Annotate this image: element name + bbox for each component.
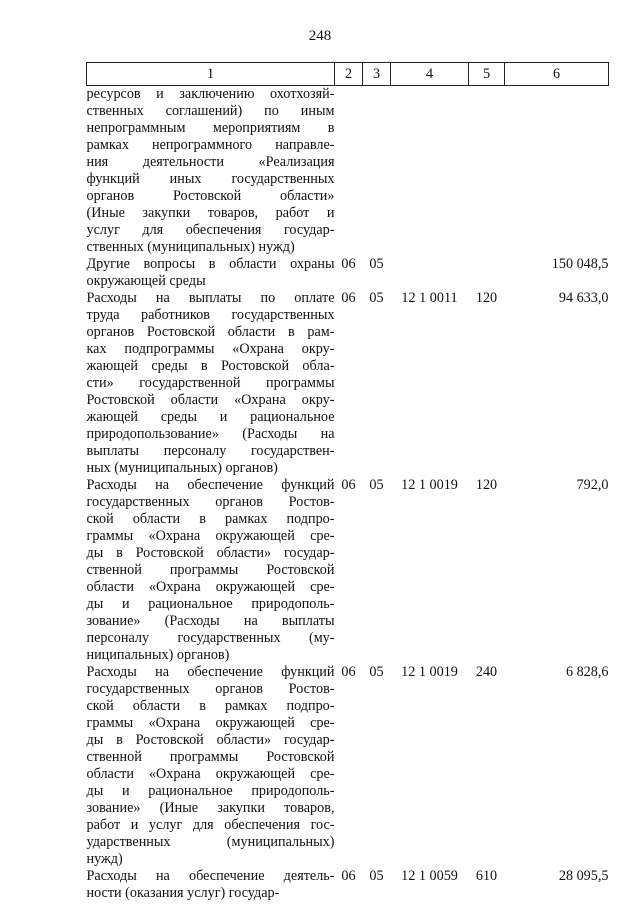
description-line: ственной программы Ростовской	[86, 562, 335, 578]
table-row	[87, 868, 609, 902]
description-line: природопользование» (Расходы на	[86, 426, 335, 442]
description-line: ственных соглашений) по иным	[86, 103, 335, 119]
row-description	[87, 477, 335, 664]
column-header-2: 2	[335, 63, 363, 86]
table-row	[87, 477, 609, 664]
expense-type-code: 610	[475, 868, 498, 884]
expense-type-code	[469, 256, 505, 290]
budget-table	[86, 62, 609, 902]
description-line: услуг для обеспечения государ-	[86, 222, 335, 238]
description-line: сти» государственной программы	[86, 375, 335, 391]
description-line: функций иных государственных	[86, 171, 335, 187]
column-header-1: 1	[87, 63, 335, 86]
description-line: ственной программы Ростовской	[86, 749, 335, 765]
amount: 792,0	[576, 477, 609, 493]
target-article-code: 12 1 0019	[401, 477, 458, 493]
description-line: работ и услуг для обеспечения гос-	[86, 817, 335, 833]
description-line: зование» (Расходы на выплаты	[86, 613, 335, 629]
description-line: нужд)	[86, 851, 123, 867]
description-line: Расходы на обеспечение функций	[86, 477, 335, 493]
description-line: ды в Ростовской области» государ-	[86, 545, 335, 561]
subsection-code: 05	[369, 477, 384, 493]
description-line: Расходы на обеспечение функций	[86, 664, 335, 680]
description-line: персоналу государственных (му-	[86, 630, 335, 646]
amount: 6 828,6	[565, 664, 609, 680]
description-line: ности (оказания услуг) государ-	[86, 885, 280, 901]
description-line: Расходы на выплаты по оплате	[86, 290, 335, 306]
description-line: Другие вопросы в области охраны	[86, 256, 335, 272]
description-line: (Иные закупки товаров, работ и	[86, 205, 335, 221]
description-line: ных (муниципальных) органов)	[86, 460, 278, 476]
description-line: ской области в рамках подпро-	[86, 698, 335, 714]
description-line: жающей среды в Ростовской обла-	[86, 358, 335, 374]
row-description	[87, 664, 335, 868]
row-description	[87, 256, 335, 290]
description-line: окружающей среды	[86, 273, 206, 289]
description-line: ударственных (муниципальных)	[86, 834, 335, 850]
description-line: рамках непрограммного направле-	[86, 137, 335, 153]
description-line: ды и рациональное природополь-	[86, 596, 335, 612]
expense-type-code: 240	[475, 664, 498, 680]
row-description	[87, 290, 335, 477]
section-code: 06	[341, 290, 356, 306]
description-line: труда работников государственных	[86, 307, 335, 323]
description-line: органов Ростовской области»	[86, 188, 335, 204]
description-line: зование» (Иные закупки товаров,	[86, 800, 335, 816]
target-article-code	[391, 86, 469, 257]
target-article-code: 12 1 0011	[401, 290, 458, 306]
amount	[505, 86, 609, 257]
amount: 94 633,0	[558, 290, 609, 306]
column-header-6: 6	[505, 63, 609, 86]
column-header-4: 4	[391, 63, 469, 86]
section-code: 06	[341, 664, 356, 680]
expense-type-code	[469, 86, 505, 257]
column-header-3: 3	[363, 63, 391, 86]
section-code: 06	[341, 256, 356, 272]
description-line: ской области в рамках подпро-	[86, 511, 335, 527]
subsection-code: 05	[369, 290, 384, 306]
target-article-code: 12 1 0059	[401, 868, 458, 884]
description-line: ниципальных) органов)	[86, 647, 230, 663]
page-number: 248	[308, 28, 332, 44]
description-line: жающей среды и рациональное	[86, 409, 335, 425]
description-line: ресурсов и заключению охотхозяй-	[86, 86, 335, 102]
subsection-code: 05	[369, 664, 384, 680]
description-line: ды в Ростовской области» государ-	[86, 732, 335, 748]
header-row	[87, 63, 609, 86]
row-description	[87, 868, 335, 902]
description-line: непрограммным мероприятиям в	[86, 120, 335, 136]
subsection-code: 05	[369, 868, 384, 884]
amount: 28 095,5	[558, 868, 609, 884]
description-line: государственных органов Ростов-	[86, 681, 335, 697]
description-line: граммы «Охрана окружающей сре-	[86, 715, 335, 731]
target-article-code	[391, 256, 469, 290]
description-line: Расходы на обеспечение деятель-	[86, 868, 335, 884]
table-row	[87, 290, 609, 477]
description-line: области «Охрана окружающей сре-	[86, 766, 335, 782]
table-row	[87, 256, 609, 290]
description-line: ственных (муниципальных) нужд)	[86, 239, 295, 255]
description-line: органов Ростовской области в рам-	[86, 324, 335, 340]
subsection-code	[363, 86, 391, 257]
description-line: выплаты персоналу государствен-	[86, 443, 335, 459]
target-article-code: 12 1 0019	[401, 664, 458, 680]
description-line: Ростовской области «Охрана окру-	[86, 392, 335, 408]
table-row	[87, 86, 609, 257]
section-code: 06	[341, 868, 356, 884]
expense-type-code: 120	[475, 290, 498, 306]
description-line: граммы «Охрана окружающей сре-	[86, 528, 335, 544]
description-line: ках подпрограммы «Охрана окру-	[86, 341, 335, 357]
row-description	[87, 86, 335, 257]
section-code: 06	[341, 477, 356, 493]
amount: 150 048,5	[551, 256, 609, 272]
description-line: области «Охрана окружающей сре-	[86, 579, 335, 595]
subsection-code: 05	[369, 256, 384, 272]
description-line: государственных органов Ростов-	[86, 494, 335, 510]
expense-type-code: 120	[475, 477, 498, 493]
table-row	[87, 664, 609, 868]
description-line: ния деятельности «Реализация	[86, 154, 335, 170]
section-code	[335, 86, 363, 257]
column-header-5: 5	[469, 63, 505, 86]
description-line: ды и рациональное природополь-	[86, 783, 335, 799]
